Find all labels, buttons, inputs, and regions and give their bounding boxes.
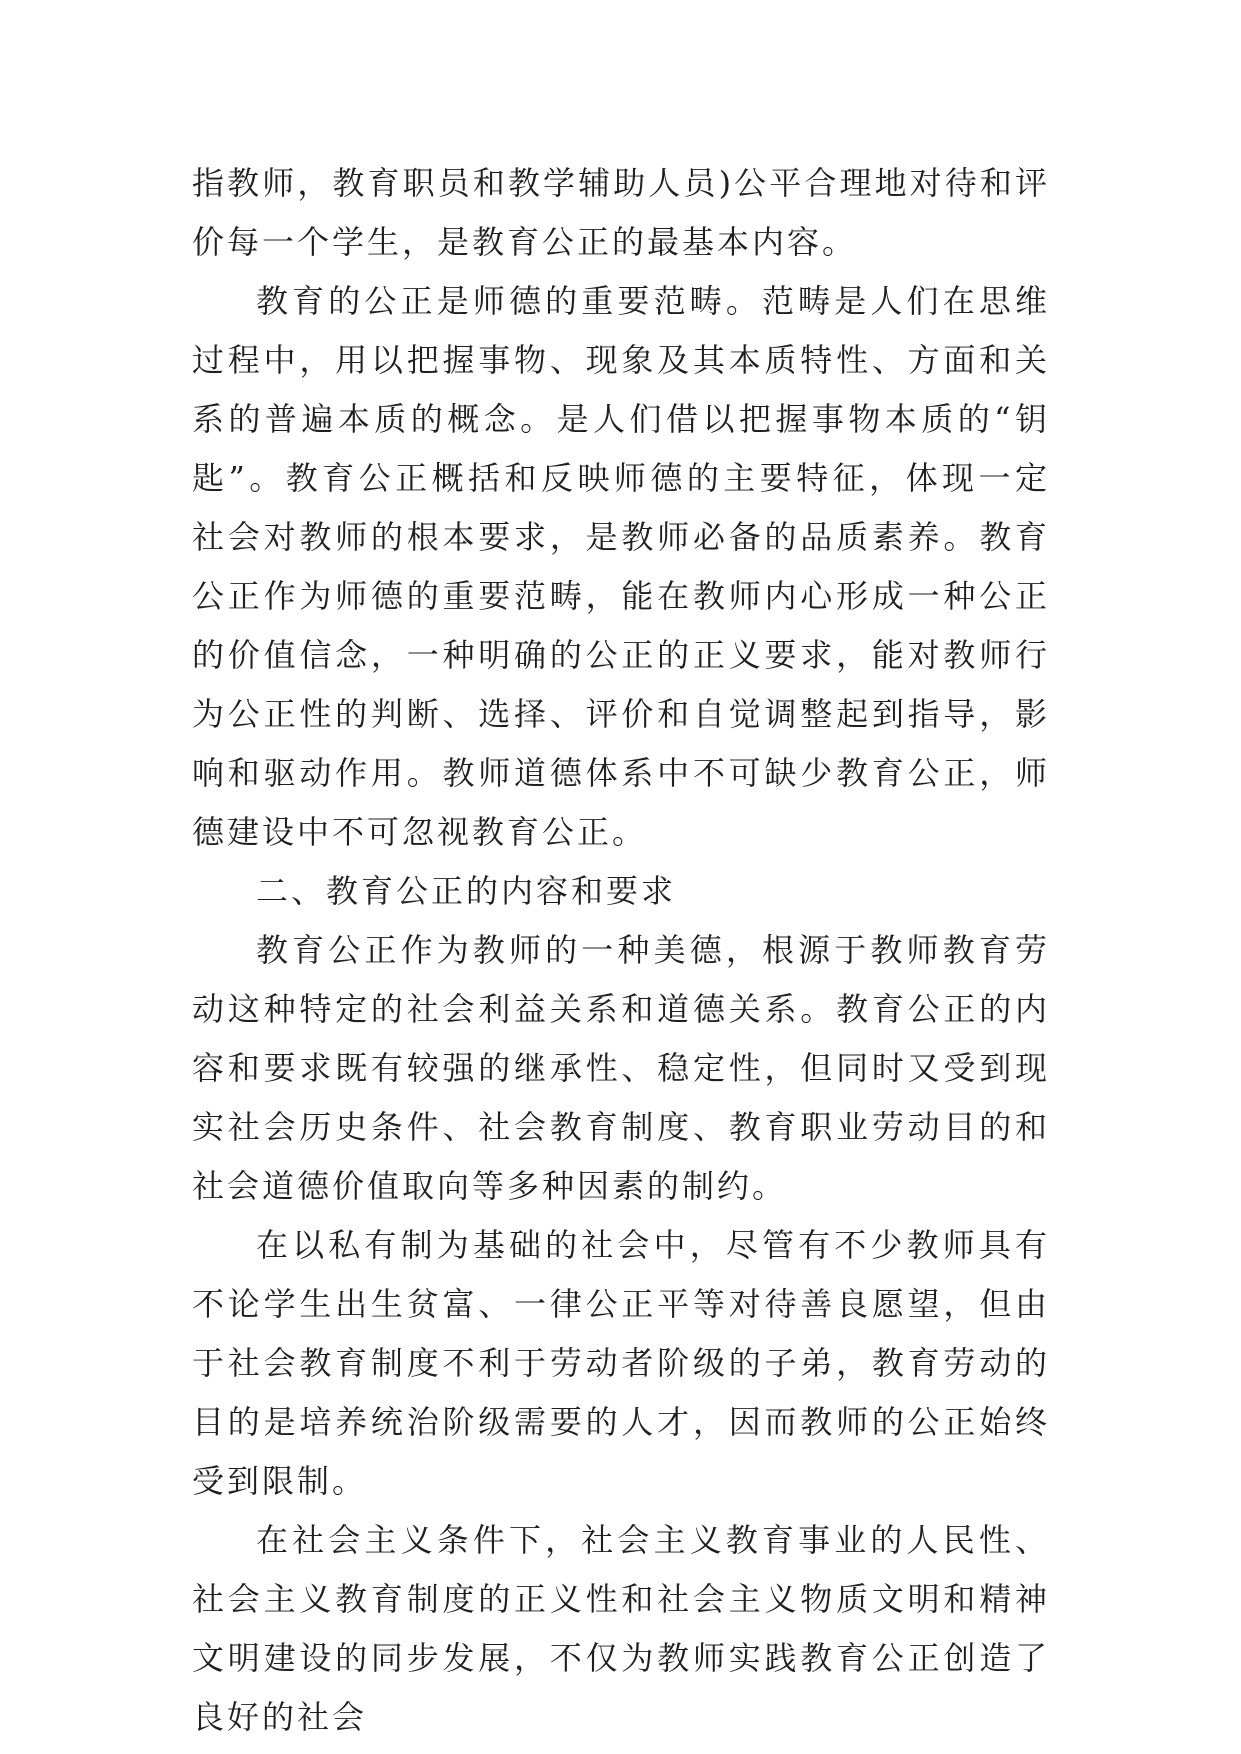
paragraph-socialist-conditions: 在社会主义条件下，社会主义教育事业的人民性、社会主义教育制度的正义性和社会主义物质文明和精神文明建设的同步发展，不仅为教师实践教育公正创造了良好的社会 <box>192 1521 1050 1736</box>
paragraph-continued: 指教师，教育职员和教学辅助人员)公平合理地对待和评价每一个学生，是教育公正的最基本内容。 <box>192 164 1050 261</box>
section-heading: 二、教育公正的内容和要求 <box>256 872 677 910</box>
paragraph-content-requirements: 教育公正作为教师的一种美德，根源于教师教育劳动这种特定的社会利益关系和道德关系。教育公正的内容和要求既有较强的继承性、稳定性，但同时又受到现实社会历史条件、社会教育制度、教育职业劳动目的和社会道德价值取向等多种因素的制约。 <box>192 931 1050 1205</box>
paragraph-private-ownership-society: 在以私有制为基础的社会中，尽管有不少教师具有不论学生出生贫富、一律公正平等对待善良愿望，但由于社会教育制度不利于劳动者阶级的子弟，教育劳动的目的是培养统治阶级需要的人才，因而教师的公正始终受到限制。 <box>192 1226 1050 1500</box>
paragraph-education-justice-category: 教育的公正是师德的重要范畴。范畴是人们在思维过程中，用以把握事物、现象及其本质特性、方面和关系的普遍本质的概念。是人们借以把握事物本质的“钥匙”。教育公正概括和反映师德的主要特征，体现一定社会对教师的根本要求，是教师必备的品质素养。教育公正作为师德的重要范畴，能在教师内心形成一种公正的价值信念，一种明确的公正的正义要求，能对教师行为公正性的判断、选择、评价和自觉调整起到指导，影响和驱动作用。教师道德体系中不可缺少教育公正，师德建设中不可忽视教育公正。 <box>192 282 1050 851</box>
document-body <box>192 154 1050 1747</box>
